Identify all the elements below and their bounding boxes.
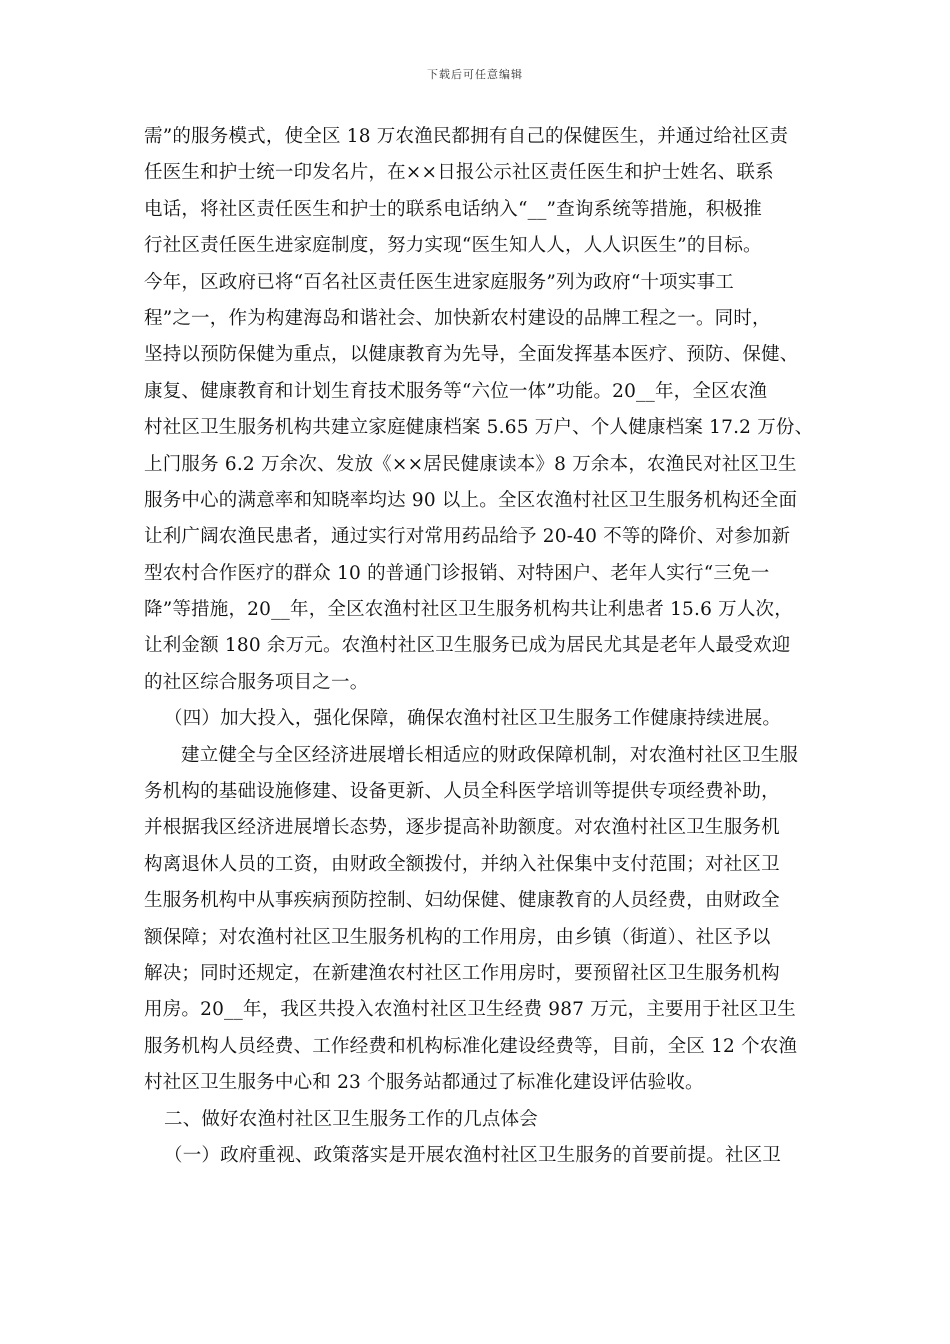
section-heading: 二、做好农渔村社区卫生服务工作的几点体会	[164, 1108, 539, 1130]
text-line: 生服务机构中从事疾病预防控制、妇幼保健、健康教育的人员经费，由财政全	[144, 890, 780, 912]
text-line: 的社区综合服务项目之一。	[144, 671, 369, 693]
text-line: 任医生和护士统一印发名片，在××日报公示社区责任医生和护士姓名、联系	[144, 162, 774, 184]
section-heading: （四）加大投入，强化保障，确保农渔村社区卫生服务工作健康持续进展。	[164, 708, 782, 730]
document-body	[144, 119, 812, 1174]
text-line: 康复、健康教育和计划生育技术服务等“六位一体”功能。20__年，全区农渔	[144, 380, 768, 402]
text-line: 今年，区政府已将“百名社区责任医生进家庭服务”列为政府“十项实事工	[144, 271, 734, 293]
text-line: 额保障；对农渔村社区卫生服务机构的工作用房，由乡镇（街道）、社区予以	[144, 926, 771, 948]
text-line: 构离退休人员的工资，由财政全额拨付，并纳入社保集中支付范围；对社区卫	[144, 853, 780, 875]
page-header: 下载后可任意编辑	[427, 68, 523, 81]
text-line: 电话，将社区责任医生和护士的联系电话纳入“__”查询系统等措施，积极推	[144, 198, 762, 220]
text-line: 需”的服务模式，使全区 18 万农渔民都拥有自己的保健医生，并通过给社区责	[144, 126, 789, 147]
text-line: 建立健全与全区经济进展增长相适应的财政保障机制，对农渔村社区卫生服	[181, 744, 799, 766]
section-heading: （一）政府重视、政策落实是开展农渔村社区卫生服务的首要前提。社区卫	[164, 1144, 782, 1166]
text-line: 服务中心的满意率和知晓率均达 90 以上。全区农渔村社区卫生服务机构还全面	[144, 489, 798, 511]
text-line: 让利金额 180 余万元。农渔村社区卫生服务已成为居民尤其是老年人最受欢迎	[144, 635, 791, 657]
text-line: 服务机构人员经费、工作经费和机构标准化建设经费等，目前，全区 12 个农渔	[144, 1035, 798, 1057]
text-line: 坚持以预防保健为重点，以健康教育为先导，全面发挥基本医疗、预防、保健、	[144, 344, 799, 366]
text-line: 上门服务 6.2 万余次、发放《××居民健康读本》8 万余本，农渔民对社区卫生	[144, 453, 797, 475]
text-line: 用房。20__年，我区共投入农渔村社区卫生经费 987 万元，主要用于社区卫生	[144, 999, 796, 1021]
text-line: 让利广阔农渔民患者，通过实行对常用药品给予 20-40 不等的降价、对参加新	[144, 526, 791, 548]
text-line: 程”之一，作为构建海岛和谐社会、加快新农村建设的品牌工程之一。同时，	[144, 307, 771, 329]
text-line: 务机构的基础设施修建、设备更新、人员全科医学培训等提供专项经费补助，	[144, 781, 780, 803]
text-line: 型农村合作医疗的群众 10 的普通门诊报销、对特困户、老年人实行“三免一	[144, 562, 770, 584]
text-line: 并根据我区经济进展增长态势，逐步提高补助额度。对农渔村社区卫生服务机	[144, 817, 780, 839]
text-line: 解决；同时还规定，在新建渔农村社区工作用房时，要预留社区卫生服务机构	[144, 962, 780, 984]
text-line: 村社区卫生服务中心和 23 个服务站都通过了标准化建设评估验收。	[144, 1072, 704, 1094]
text-line: 行社区责任医生进家庭制度，努力实现“医生知人人，人人识医生”的目标。	[144, 235, 762, 257]
text-line: 村社区卫生服务机构共建立家庭健康档案 5.65 万户、个人健康档案 17.2 万份、	[144, 417, 814, 439]
text-line: 降”等措施，20__年，全区农渔村社区卫生服务机构共让利患者 15.6 万人次，	[144, 599, 793, 621]
